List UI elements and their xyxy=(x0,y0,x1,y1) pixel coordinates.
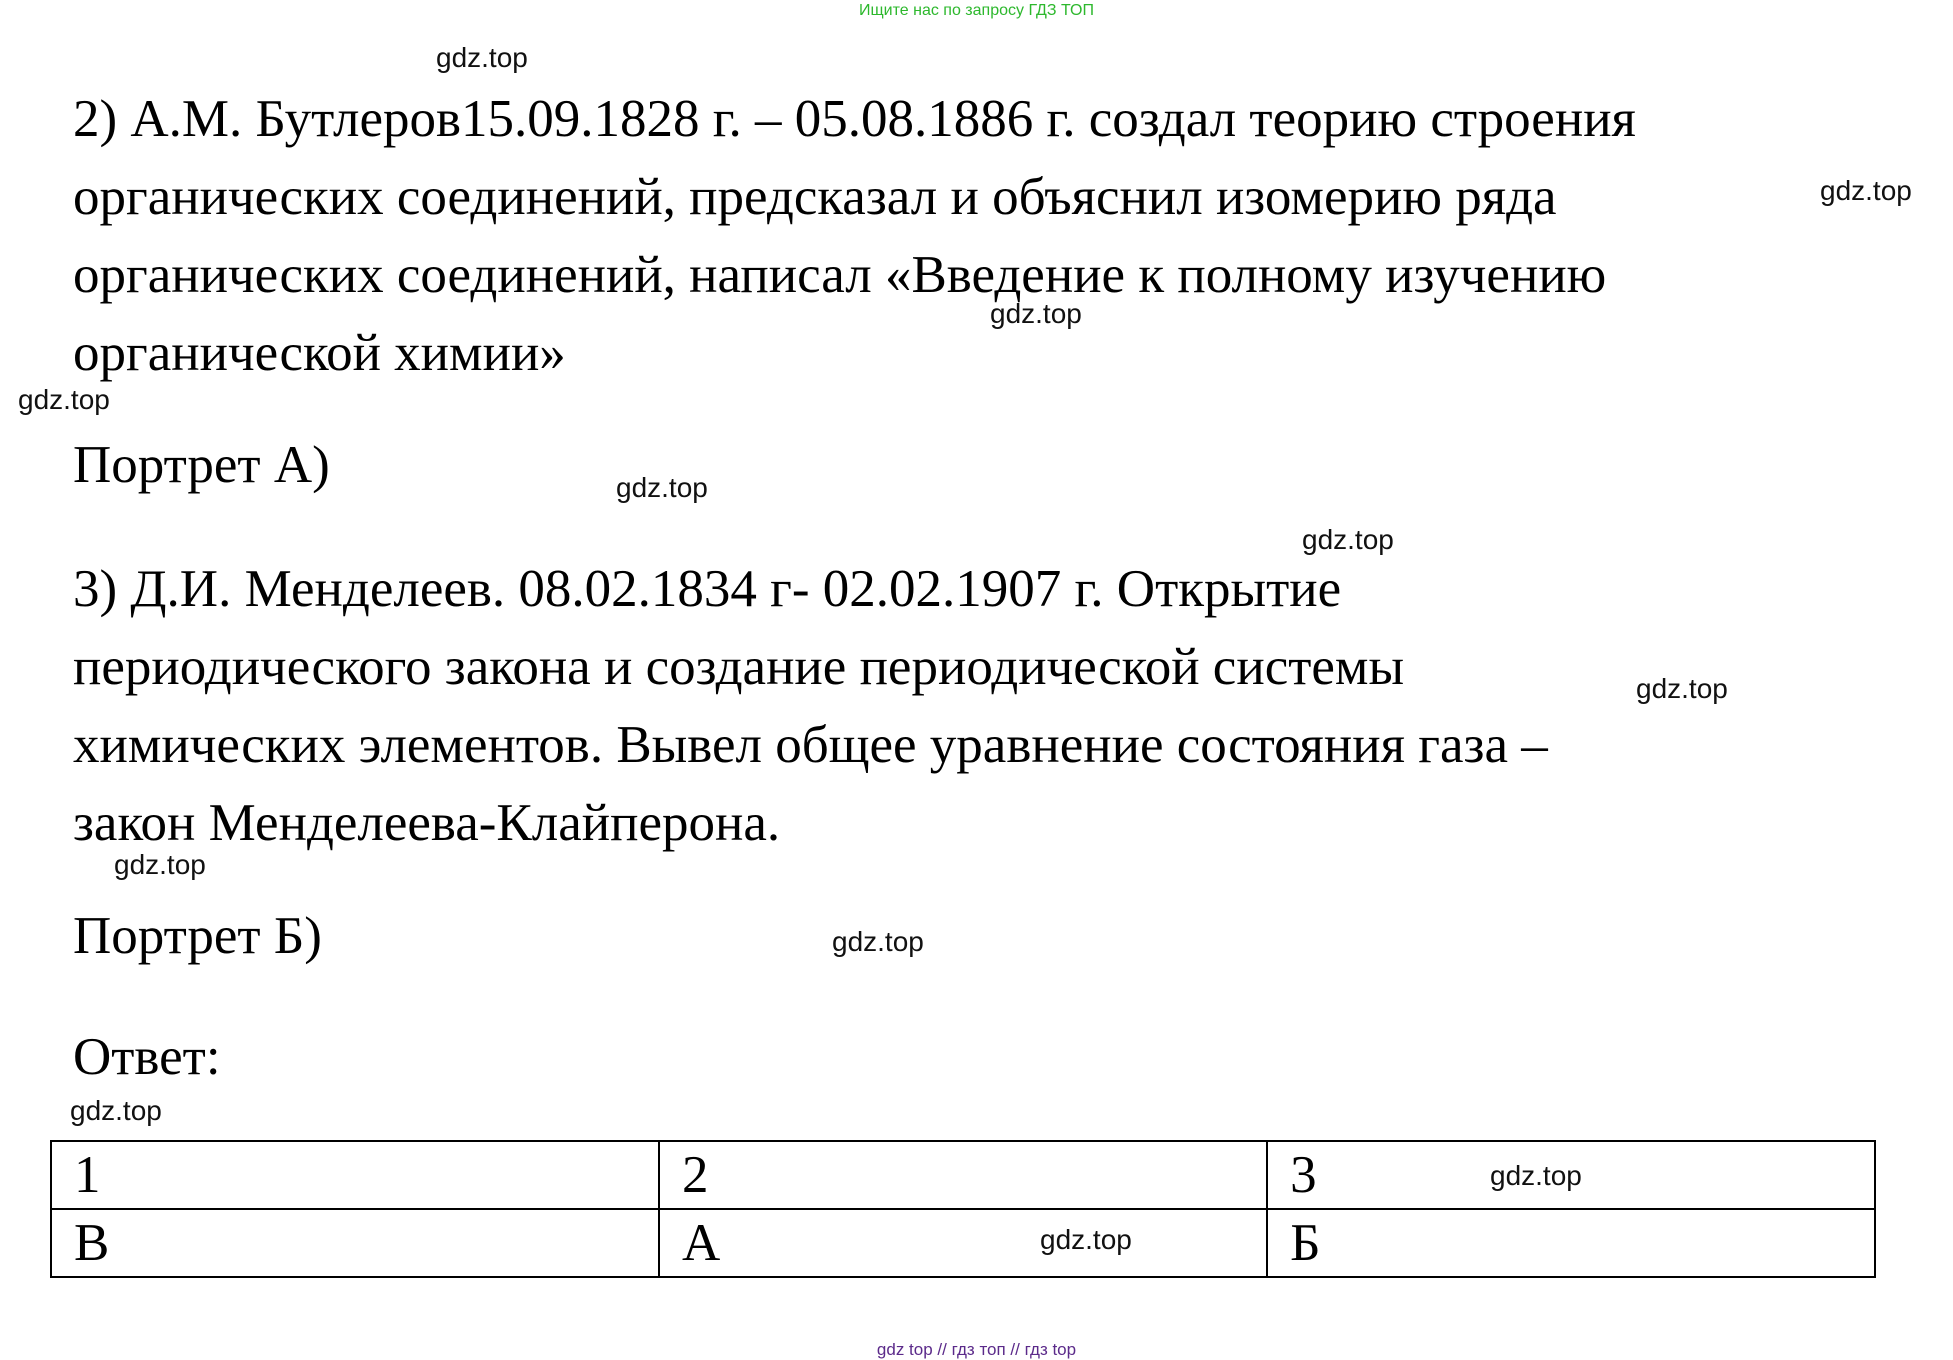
watermark: gdz.top xyxy=(990,298,1082,329)
table-cell: А xyxy=(659,1209,1267,1277)
top-banner: Ищите нас по запросу ГДЗ ТОП xyxy=(859,2,1094,19)
table-row xyxy=(51,1141,1875,1209)
footer-links: gdz top // гдз топ // гдз top xyxy=(876,1340,1077,1359)
table-cell: В xyxy=(51,1209,659,1277)
watermark: gdz.top xyxy=(1820,175,1912,206)
watermark: gdz.top xyxy=(1636,673,1728,704)
table-cell: 1 xyxy=(51,1141,659,1209)
watermark: gdz.top xyxy=(70,1095,162,1126)
watermark: gdz.top xyxy=(436,42,528,73)
watermark: gdz.top xyxy=(1302,524,1394,555)
answer-label: Ответ: xyxy=(73,1028,221,1086)
watermark: gdz.top xyxy=(114,849,206,880)
paragraph-butlerov: 2) А.М. Бутлеров15.09.1828 г. – 05.08.1886 г. создал теорию строения органических соединений, предсказал и объяснил изомерию ряда органических соединений, написал «Введение к полному изучению органической химии» xyxy=(73,90,1636,382)
watermark: gdz.top xyxy=(18,384,110,415)
watermark: gdz.top xyxy=(616,472,708,503)
watermark: gdz.top xyxy=(832,926,924,957)
paragraph-mendeleev: 3) Д.И. Менделеев. 08.02.1834 г- 02.02.1907 г. Открытие периодического закона и создание периодической системы химических элементов. Вывел общее уравнение состояния газа – закон Менделеева-Клайперона. xyxy=(73,560,1548,852)
table-cell: 2 xyxy=(659,1141,1267,1209)
watermark: gdz.top xyxy=(1040,1224,1132,1255)
portrait-b-label: Портрет Б) xyxy=(73,907,322,965)
answer-table xyxy=(50,1140,1876,1278)
watermark: gdz.top xyxy=(1490,1160,1582,1191)
table-cell: Б xyxy=(1267,1209,1875,1277)
table-cell: 3 xyxy=(1267,1141,1875,1209)
table-row xyxy=(51,1209,1875,1277)
portrait-a-label: Портрет А) xyxy=(73,436,330,494)
